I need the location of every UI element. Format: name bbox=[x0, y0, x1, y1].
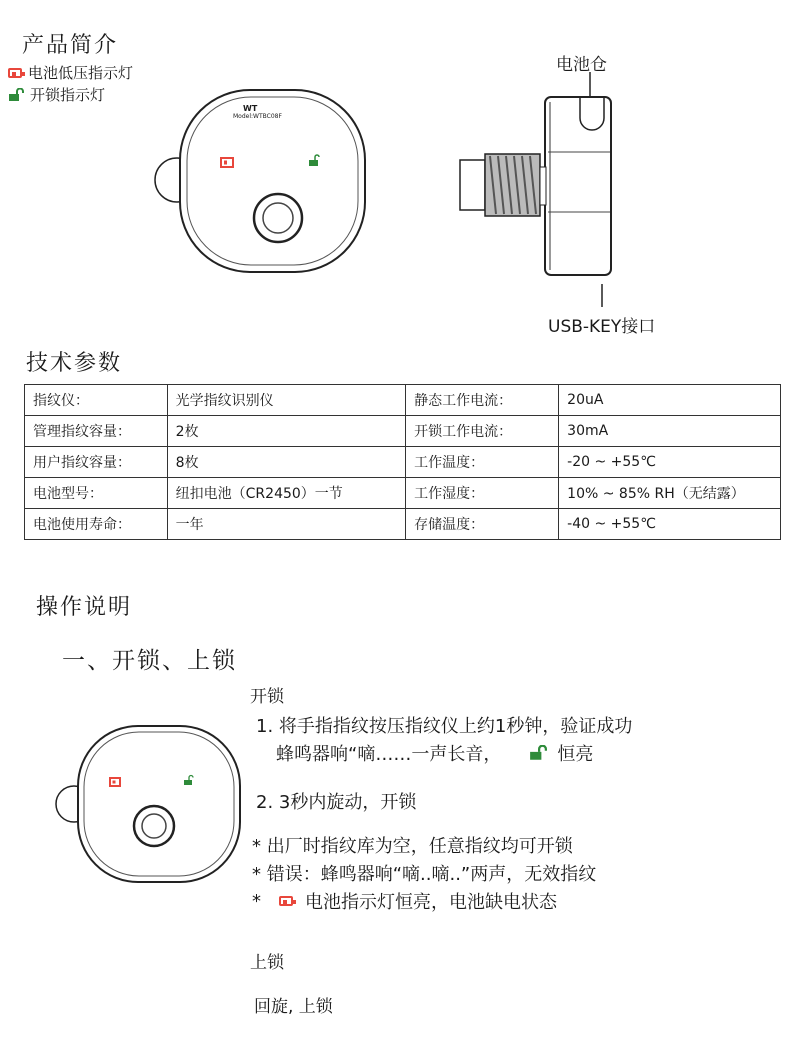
table-row bbox=[25, 478, 781, 509]
battery-low-icon bbox=[8, 68, 22, 78]
ops-title: 操作说明 bbox=[36, 595, 133, 620]
device-brand: WT bbox=[243, 104, 258, 113]
usb-key-port-label: USB-KEY接口 bbox=[548, 317, 656, 337]
table-row bbox=[25, 447, 781, 478]
unlock-heading: 开锁 bbox=[250, 687, 284, 707]
step-1-steady-text: 恒亮 bbox=[557, 744, 594, 765]
spec-value: 8枚 bbox=[167, 447, 405, 478]
lock-instruction: 回旋, 上锁 bbox=[254, 997, 333, 1017]
spec-key: 电池使用寿命： bbox=[25, 509, 168, 540]
spec-value: 2枚 bbox=[167, 416, 405, 447]
step-2: 2. 3秒内旋动，开锁 bbox=[256, 792, 417, 813]
unlock-icon bbox=[529, 745, 547, 761]
battery-compartment-label: 电池仓 bbox=[556, 55, 607, 75]
note-battery-text: 电池指示灯恒亮，电池缺电状态 bbox=[305, 892, 557, 913]
legend-battery-label: 电池低压指示灯 bbox=[28, 64, 134, 82]
lock-heading: 上锁 bbox=[250, 953, 284, 973]
spec-key: 电池型号： bbox=[25, 478, 168, 509]
table-row bbox=[25, 416, 781, 447]
device-front-illustration-small bbox=[48, 722, 248, 887]
spec-key: 工作湿度： bbox=[406, 478, 559, 509]
note-empty-library: * 出厂时指纹库为空，任意指纹均可开锁 bbox=[252, 836, 573, 857]
spec-key: 存储温度： bbox=[406, 509, 559, 540]
spec-value: -40 ~ +55℃ bbox=[559, 509, 781, 540]
spec-key: 管理指纹容量： bbox=[25, 416, 168, 447]
intro-title: 产品简介 bbox=[22, 33, 119, 58]
legend-unlock-label: 开锁指示灯 bbox=[30, 86, 106, 104]
spec-value: 30mA bbox=[559, 416, 781, 447]
legend-unlock bbox=[8, 84, 105, 105]
spec-value: 一年 bbox=[167, 509, 405, 540]
note-star: * bbox=[252, 890, 261, 912]
step-1-line1: 1. 将手指指纹按压指纹仪上约1秒钟，验证成功 bbox=[256, 716, 633, 737]
spec-value: 纽扣电池（CR2450）一节 bbox=[167, 478, 405, 509]
spec-value: 光学指纹识别仪 bbox=[167, 385, 405, 416]
step-1-line2 bbox=[276, 740, 593, 766]
note-invalid-fingerprint: * 错误：蜂鸣器响“嘀..嘀..”两声，无效指纹 bbox=[252, 864, 597, 885]
device-side-illustration bbox=[450, 72, 630, 312]
device-model: Model:WTBC08F bbox=[233, 113, 282, 120]
spec-key: 开锁工作电流： bbox=[406, 416, 559, 447]
step-1-text: 蜂鸣器响“嘀……一声长音， bbox=[276, 744, 502, 765]
spec-table bbox=[24, 384, 781, 540]
spec-key: 指纹仪： bbox=[25, 385, 168, 416]
battery-low-icon bbox=[279, 896, 293, 906]
spec-value: 10% ~ 85% RH（无结露） bbox=[559, 478, 781, 509]
spec-key: 用户指纹容量： bbox=[25, 447, 168, 478]
spec-value: 20uA bbox=[559, 385, 781, 416]
spec-key: 静态工作电流： bbox=[406, 385, 559, 416]
legend-battery bbox=[8, 62, 133, 83]
spec-value: -20 ~ +55℃ bbox=[559, 447, 781, 478]
unlock-icon bbox=[8, 88, 24, 102]
note-battery-low bbox=[252, 888, 557, 914]
table-row bbox=[25, 509, 781, 540]
specs-title: 技术参数 bbox=[26, 351, 123, 376]
spec-key: 工作温度： bbox=[406, 447, 559, 478]
section-unlock-lock: 一、开锁、上锁 bbox=[62, 648, 237, 674]
table-row bbox=[25, 385, 781, 416]
